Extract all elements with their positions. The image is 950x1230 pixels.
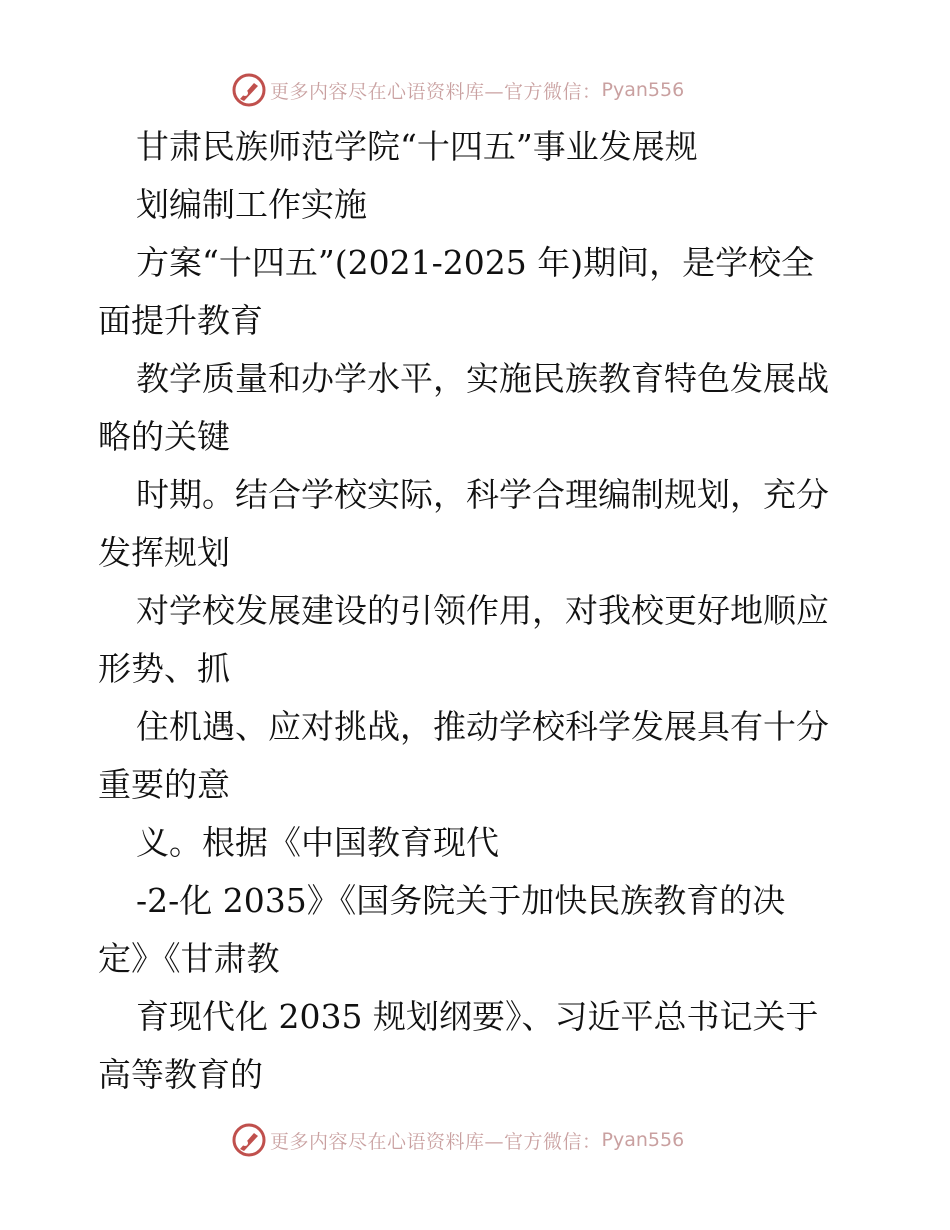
- text-line: 形势、抓: [98, 649, 230, 688]
- watermark-wechat-id: Pyan556: [601, 1129, 685, 1151]
- text-line: 住机遇、应对挑战，推动学校科学发展具有十分: [136, 707, 829, 746]
- footer-watermark: [232, 1120, 684, 1160]
- text-line: 高等教育的: [98, 1055, 263, 1094]
- text-line: 划编制工作实施: [136, 185, 367, 224]
- text-line: 对学校发展建设的引领作用，对我校更好地顺应: [136, 591, 829, 630]
- header-watermark: [232, 70, 684, 110]
- document-body: [98, 118, 858, 1104]
- text-line: 略的关键: [98, 417, 230, 456]
- text-line: 面提升教育: [98, 301, 263, 340]
- text-line: -2-化 2035》《国务院关于加快民族教育的决: [136, 881, 786, 920]
- text-line: 义。根据《中国教育现代: [136, 823, 499, 862]
- text-line: 发挥规划: [98, 533, 230, 572]
- watermark-wechat-id: Pyan556: [601, 79, 685, 101]
- watermark-text: 更多内容尽在心语资料库—官方微信：: [270, 80, 602, 103]
- quill-seal-icon: [232, 1123, 266, 1157]
- text-line: 教学质量和办学水平，实施民族教育特色发展战: [136, 359, 829, 398]
- text-line: 甘肃民族师范学院“十四五”事业发展规: [136, 127, 698, 166]
- watermark-text: 更多内容尽在心语资料库—官方微信：: [270, 1130, 602, 1153]
- text-line: 时期。结合学校实际，科学合理编制规划，充分: [136, 475, 829, 514]
- text-line: 定》《甘肃教: [98, 939, 280, 978]
- quill-seal-icon: [232, 73, 266, 107]
- text-line: 育现代化 2035 规划纲要》、习近平总书记关于: [136, 997, 819, 1036]
- text-line: 方案“十四五”(2021-2025 年)期间，是学校全: [136, 243, 815, 282]
- text-line: 重要的意: [98, 765, 230, 804]
